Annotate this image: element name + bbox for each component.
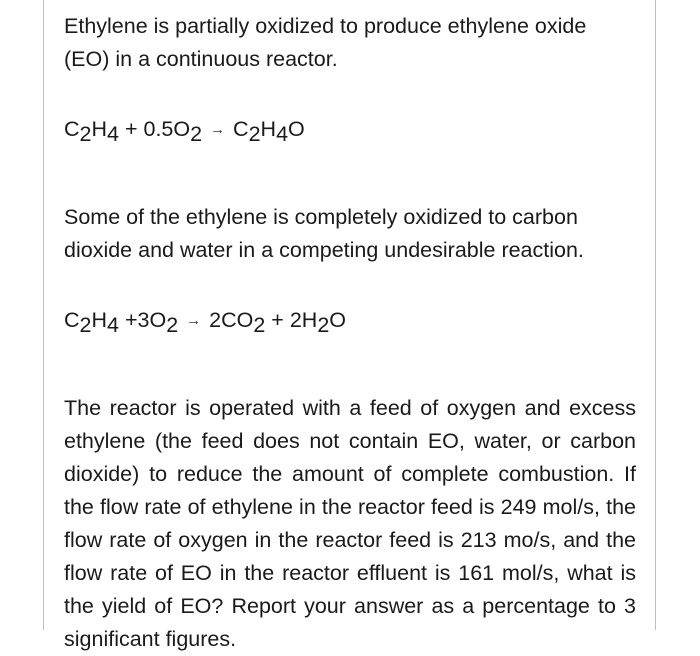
eq2-c: C <box>64 308 80 332</box>
eq1-c: C <box>64 117 80 141</box>
eq2-oxygen: +3O <box>119 308 167 332</box>
eq1-oxygen: + 0.5O <box>119 117 191 141</box>
eq2-sub: 2 <box>79 313 92 337</box>
eq2-water: + 2H <box>265 308 318 332</box>
reaction-arrow-icon: → <box>210 121 226 138</box>
partial-oxidation-equation <box>64 114 636 147</box>
eq2-sub: 2 <box>166 313 179 337</box>
eq2-co2: 2CO <box>203 308 254 332</box>
eq2-water-o: O <box>329 308 347 332</box>
question-paragraph: The reactor is operated with a feed of oxygen and excess ethylene (the feed does not contain EO, water, or carbon dioxide) to reduce the amount of complete combustion. If the flow rate of ethylene in the reactor feed is 249 mol/s, the flow rate of oxygen in the reactor feed is 213 mo/s, and the flow rate of EO in the reactor effluent is 161 mol/s, what is the yield of EO? Report your answer as a percentage to 3 significant figures. <box>64 396 636 651</box>
eq2-sub: 4 <box>107 313 119 337</box>
eq2-sub: 2 <box>317 313 330 337</box>
problem-card <box>43 0 656 651</box>
eq1-product-o: O <box>288 117 305 141</box>
eq1-product-c: C <box>227 117 249 141</box>
eq1-sub: 4 <box>107 122 119 146</box>
combustion-equation <box>64 305 636 338</box>
intro-paragraph: Ethylene is partially oxidized to produce ethylene oxide (EO) in a continuous reactor. <box>64 14 587 71</box>
eq1-sub: 2 <box>190 122 203 146</box>
competing-reaction-paragraph: Some of the ethylene is completely oxidized to carbon dioxide and water in a competing undesirable reaction. <box>64 205 584 262</box>
eq2-sub: 2 <box>253 313 266 337</box>
eq1-sub: 2 <box>79 122 92 146</box>
eq1-sub: 4 <box>276 122 289 146</box>
eq1-h: H <box>91 117 108 141</box>
problem-content <box>64 10 636 656</box>
eq1-sub: 2 <box>248 122 261 146</box>
eq1-product-h: H <box>260 117 277 141</box>
eq2-h: H <box>91 308 108 332</box>
reaction-arrow-icon: → <box>186 312 202 329</box>
